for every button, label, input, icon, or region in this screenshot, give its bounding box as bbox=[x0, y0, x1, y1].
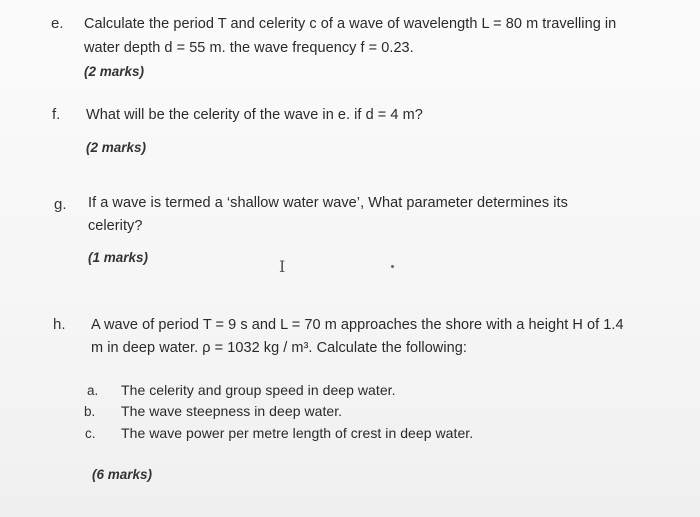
question-h-subitem-c-text: The wave power per metre length of crest in deep water. bbox=[121, 425, 474, 441]
question-h-marks: (6 marks) bbox=[92, 467, 153, 482]
question-e-label: e. bbox=[51, 15, 64, 32]
question-h-subitem-c-label: c. bbox=[85, 426, 96, 441]
question-h-subitem-a-text: The celerity and group speed in deep water. bbox=[121, 382, 396, 398]
question-h-text-line2: m in deep water. ρ = 1032 kg / m³. Calculate the following: bbox=[91, 340, 467, 356]
question-e-marks: (2 marks) bbox=[84, 64, 145, 79]
question-g-marks: (1 marks) bbox=[88, 250, 149, 265]
question-g-text-line2: celerity? bbox=[88, 218, 143, 234]
question-f-text-line1: What will be the celerity of the wave in e. if d = 4 m? bbox=[86, 107, 423, 123]
question-e-text-line1: Calculate the period T and celerity c of a wave of wavelength L = 80 m travelling in bbox=[84, 16, 617, 32]
question-g-label: g. bbox=[54, 196, 67, 213]
question-h-subitem-a-label: a. bbox=[87, 383, 99, 398]
question-h-subitem-b-label: b. bbox=[84, 404, 96, 419]
question-f-label: f. bbox=[52, 106, 61, 123]
question-e-text-line2: water depth d = 55 m. the wave frequency f = 0.23. bbox=[84, 40, 414, 56]
question-h-text-line1: A wave of period T = 9 s and L = 70 m approaches the shore with a height H of 1.4 bbox=[91, 317, 624, 333]
question-h-label: h. bbox=[53, 316, 66, 333]
text-cursor-icon: I bbox=[279, 257, 286, 276]
question-g-text-line1: If a wave is termed a ‘shallow water wave’, What parameter determines its bbox=[88, 195, 568, 211]
speck-dot bbox=[391, 265, 394, 268]
question-f-marks: (2 marks) bbox=[86, 140, 147, 155]
question-h-subitem-b-text: The wave steepness in deep water. bbox=[121, 403, 343, 419]
